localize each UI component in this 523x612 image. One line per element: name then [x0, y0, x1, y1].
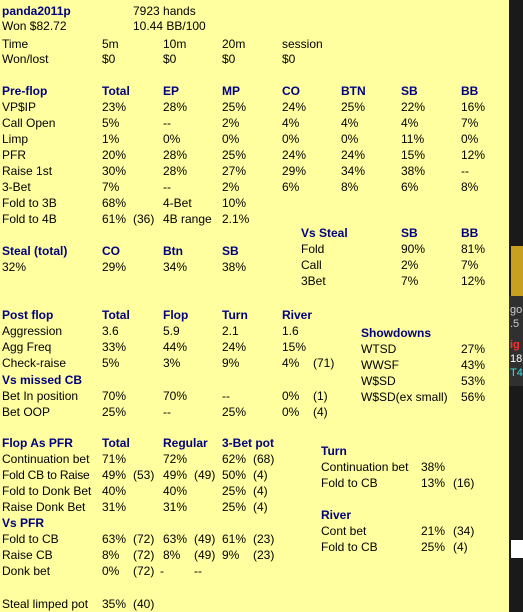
preflop-cell: 28%	[163, 148, 188, 162]
vs-steal-cell: 7%	[461, 258, 479, 272]
missed-cb-cell: Bet OOP	[2, 405, 51, 419]
turn-cell: (16)	[453, 476, 475, 490]
postflop-col: River	[282, 308, 313, 322]
preflop-cell: Raise 1st	[2, 164, 53, 178]
preflop-col: MP	[222, 84, 240, 98]
missed-cb-cell: --	[163, 405, 171, 419]
postflop-cell: 44%	[163, 340, 188, 354]
preflop-col: EP	[163, 84, 180, 98]
preflop-cell: 29%	[282, 164, 307, 178]
postflop-col: Turn	[222, 308, 248, 322]
postflop-cell: 3.6	[102, 324, 119, 338]
four-bet-range-value: 2.1%	[222, 212, 250, 226]
vs-steal-cell: 81%	[461, 242, 486, 256]
time-col: session	[282, 37, 323, 51]
flop-pfr-cell: 40%	[102, 484, 127, 498]
vs-pfr-cell: (23)	[253, 548, 275, 562]
preflop-cell: 2%	[222, 116, 240, 130]
preflop-cell: 25%	[222, 148, 247, 162]
wonlost-value: $0	[102, 52, 116, 66]
vs-steal-cell: 12%	[461, 274, 486, 288]
showdown-label: WWSF	[361, 358, 399, 372]
bg-fragment: .5	[510, 318, 520, 330]
flop-pfr-cell: 72%	[163, 452, 188, 466]
wonlost-value: $0	[163, 52, 177, 66]
time-label: Time	[2, 37, 29, 51]
turn-cell: Continuation bet	[321, 460, 409, 474]
preflop-header: Pre-flop	[2, 84, 48, 98]
river-cell: (4)	[453, 540, 468, 554]
flop-pfr-col: 3-Bet pot	[222, 436, 274, 450]
time-col: 10m	[163, 37, 187, 51]
preflop-cell: 30%	[102, 164, 127, 178]
vs-steal-cell: Call	[301, 258, 322, 272]
flop-pfr-cell: 49%	[102, 468, 127, 482]
preflop-cell: 12%	[461, 148, 486, 162]
preflop-cell: 5%	[102, 116, 120, 130]
flop-pfr-cell: (4)	[253, 468, 268, 482]
vs-pfr-cell: (72)	[133, 532, 155, 546]
steal-col: CO	[102, 244, 120, 258]
flop-pfr-cell: 50%	[222, 468, 247, 482]
preflop-cell: 28%	[163, 100, 188, 114]
preflop-cell: VP$IP	[2, 100, 37, 114]
vs-pfr-header: Vs PFR	[2, 516, 45, 530]
turn-header: Turn	[321, 444, 347, 458]
won-amount: Won $82.72	[2, 19, 67, 33]
preflop-cell: 25%	[222, 100, 247, 114]
showdown-label: W$SD	[361, 374, 396, 388]
preflop-col: CO	[282, 84, 300, 98]
vs-pfr-cell: Fold to CB	[2, 532, 59, 546]
fold-to-4b-count: (36)	[133, 212, 155, 226]
vs-pfr-cell: 63%	[102, 532, 127, 546]
preflop-cell: 0%	[341, 132, 359, 146]
missed-cb-cell: 70%	[102, 389, 127, 403]
preflop-cell: --	[461, 164, 469, 178]
postflop-col: Flop	[163, 308, 189, 322]
postflop-cell: 15%	[282, 340, 307, 354]
river-cell: Fold to CB	[321, 540, 378, 554]
preflop-cell: 15%	[401, 148, 426, 162]
turn-cell: 38%	[421, 460, 446, 474]
showdown-value: 43%	[461, 358, 486, 372]
four-bet-label: 4-Bet	[163, 196, 192, 210]
turn-cell: Fold to CB	[321, 476, 378, 490]
wonlost-label: Won/lost	[2, 52, 49, 66]
postflop-cell: 4%	[282, 356, 300, 370]
showdown-label: W$SD(ex small)	[361, 390, 448, 404]
wonlost-value: $0	[222, 52, 236, 66]
steal-value: 34%	[163, 260, 188, 274]
time-col: 20m	[222, 37, 246, 51]
postflop-header: Post flop	[2, 308, 54, 322]
showdowns-header: Showdowns	[361, 326, 431, 340]
vs-pfr-cell: (49)	[194, 532, 216, 546]
player-name: panda2011p	[2, 4, 71, 18]
preflop-cell: Call Open	[2, 116, 56, 130]
missed-cb-cell: 0%	[282, 405, 300, 419]
wonlost-value: $0	[282, 52, 296, 66]
vs-pfr-cell: 8%	[163, 548, 181, 562]
preflop-cell: 7%	[461, 116, 479, 130]
missed-cb-cell: (4)	[313, 405, 328, 419]
postflop-cell: Check-raise	[2, 356, 67, 370]
flop-pfr-cell: Fold to Donk Bet	[2, 484, 92, 498]
flop-pfr-cell: 31%	[163, 500, 188, 514]
steal-limped-count: (40)	[133, 597, 155, 611]
showdown-value: 53%	[461, 374, 486, 388]
postflop-cell: 9%	[222, 356, 240, 370]
vs-pfr-cell: 0%	[102, 564, 120, 578]
bb-per-100: 10.44 BB/100	[133, 19, 206, 33]
river-cell: (34)	[453, 524, 475, 538]
four-bet-value: 10%	[222, 196, 247, 210]
vs-pfr-cell: 63%	[163, 532, 188, 546]
steal-col: Btn	[163, 244, 183, 258]
preflop-cell: 8%	[341, 180, 359, 194]
flop-pfr-cell: 49%	[163, 468, 188, 482]
postflop-cell: 24%	[222, 340, 247, 354]
showdown-value: 27%	[461, 342, 486, 356]
vs-steal-cell: 2%	[401, 258, 419, 272]
vs-pfr-cell: Raise CB	[2, 548, 53, 562]
postflop-cell: 5%	[102, 356, 120, 370]
preflop-cell: 8%	[461, 180, 479, 194]
flop-pfr-cell: (53)	[133, 468, 155, 482]
flop-pfr-cell: (4)	[253, 484, 268, 498]
background-window-white	[511, 540, 523, 558]
fold-to-4b-label: Fold to 4B	[2, 212, 57, 226]
preflop-cell: 20%	[102, 148, 127, 162]
vs-steal-col: SB	[401, 226, 418, 240]
fold-to-3b-label: Fold to 3B	[2, 196, 57, 210]
preflop-col: BB	[461, 84, 479, 98]
postflop-cell: 3%	[163, 356, 181, 370]
flop-pfr-col: Regular	[163, 436, 208, 450]
flop-pfr-cell: (68)	[253, 452, 275, 466]
flop-pfr-cell: (49)	[194, 468, 216, 482]
flop-pfr-header: Flop As PFR	[2, 436, 73, 450]
preflop-cell: 24%	[282, 148, 307, 162]
vs-pfr-cell: (23)	[253, 532, 275, 546]
preflop-cell: 4%	[401, 116, 419, 130]
river-cell: 25%	[421, 540, 446, 554]
vs-steal-cell: 3Bet	[301, 274, 326, 288]
showdown-value: 56%	[461, 390, 486, 404]
preflop-cell: 22%	[401, 100, 426, 114]
preflop-cell: 4%	[282, 116, 300, 130]
postflop-cell: (71)	[313, 356, 335, 370]
preflop-cell: --	[163, 116, 171, 130]
bg-fragment: T4	[510, 367, 523, 379]
flop-pfr-cell: 25%	[222, 500, 247, 514]
flop-pfr-cell: 40%	[163, 484, 188, 498]
steal-col: SB	[222, 244, 239, 258]
vs-steal-cell: 90%	[401, 242, 426, 256]
vs-pfr-cell: (72)	[133, 564, 155, 578]
bg-fragment: ig	[510, 339, 520, 351]
preflop-cell: 0%	[163, 132, 181, 146]
preflop-cell: Limp	[2, 132, 29, 146]
vs-pfr-cell: (49)	[194, 548, 216, 562]
preflop-cell: 6%	[282, 180, 300, 194]
vs-pfr-cell: Donk bet	[2, 564, 51, 578]
flop-pfr-cell: Raise Donk Bet	[2, 500, 86, 514]
steal-limped-value: 35%	[102, 597, 127, 611]
vs-steal-col: BB	[461, 226, 479, 240]
preflop-cell: 28%	[163, 164, 188, 178]
preflop-col: SB	[401, 84, 418, 98]
showdown-label: WTSD	[361, 342, 397, 356]
background-window-gold	[511, 246, 523, 296]
preflop-cell: 0%	[282, 132, 300, 146]
preflop-cell: PFR	[2, 148, 26, 162]
preflop-cell: 4%	[341, 116, 359, 130]
preflop-col: BTN	[341, 84, 366, 98]
river-header: River	[321, 508, 352, 522]
preflop-cell: 34%	[341, 164, 366, 178]
missed-cb-cell: Bet In position	[2, 389, 79, 403]
preflop-cell: 38%	[401, 164, 426, 178]
missed-cb-cell: 25%	[222, 405, 247, 419]
vs-missed-cb-header: Vs missed CB	[2, 373, 83, 387]
preflop-cell: --	[163, 180, 171, 194]
preflop-cell: 11%	[401, 132, 425, 146]
flop-pfr-cell: Continuation bet	[2, 452, 90, 466]
flop-pfr-cell: 62%	[222, 452, 247, 466]
preflop-cell: 6%	[401, 180, 419, 194]
postflop-cell: Agg Freq	[2, 340, 52, 354]
flop-pfr-col: Total	[102, 436, 130, 450]
preflop-cell: 16%	[461, 100, 486, 114]
postflop-cell: Aggression	[2, 324, 63, 338]
missed-cb-cell: --	[222, 389, 230, 403]
vs-pfr-cell: --	[194, 564, 202, 578]
steal-limped-label: Steal limped pot	[2, 597, 89, 611]
vs-pfr-cell: 9%	[222, 548, 240, 562]
steal-header: Steal (total)	[2, 244, 68, 258]
postflop-cell: 1.6	[282, 324, 299, 338]
preflop-cell: 7%	[102, 180, 120, 194]
turn-cell: 13%	[421, 476, 446, 490]
vs-pfr-cell: 61%	[222, 532, 247, 546]
fold-to-3b-value: 68%	[102, 196, 127, 210]
preflop-cell: 24%	[282, 100, 307, 114]
flop-pfr-cell: 31%	[102, 500, 127, 514]
flop-pfr-cell: (4)	[253, 500, 268, 514]
preflop-cell: 25%	[341, 100, 366, 114]
preflop-cell: 27%	[222, 164, 247, 178]
postflop-col: Total	[102, 308, 130, 322]
preflop-cell: 24%	[341, 148, 366, 162]
preflop-cell: 0%	[222, 132, 240, 146]
preflop-cell: 0%	[461, 132, 479, 146]
preflop-cell: 1%	[102, 132, 120, 146]
vs-steal-cell: 7%	[401, 274, 419, 288]
vs-pfr-cell: 8%	[102, 548, 120, 562]
fold-to-4b-value: 61%	[102, 212, 127, 226]
river-cell: 21%	[421, 524, 446, 538]
postflop-cell: 5.9	[163, 324, 180, 338]
vs-steal-cell: Fold	[301, 242, 325, 256]
river-cell: Cont bet	[321, 524, 367, 538]
preflop-col: Total	[102, 84, 130, 98]
missed-cb-cell: 0%	[282, 389, 300, 403]
flop-pfr-cell: 71%	[102, 452, 127, 466]
postflop-cell: 33%	[102, 340, 127, 354]
missed-cb-cell: 70%	[163, 389, 188, 403]
vs-pfr-cell: (72)	[133, 548, 155, 562]
steal-value: 29%	[102, 260, 127, 274]
time-col: 5m	[102, 37, 119, 51]
preflop-cell: 23%	[102, 100, 127, 114]
steal-value: 32%	[2, 260, 27, 274]
vs-pfr-cell: -	[160, 564, 164, 578]
preflop-cell: 2%	[222, 180, 240, 194]
missed-cb-cell: (1)	[313, 389, 328, 403]
bg-fragment: go	[510, 304, 523, 316]
four-bet-range-label: 4B range	[163, 212, 212, 226]
missed-cb-cell: 25%	[102, 405, 127, 419]
hands-count: 7923 hands	[133, 4, 196, 18]
preflop-cell: 3-Bet	[2, 180, 31, 194]
flop-pfr-cell: 25%	[222, 484, 247, 498]
bg-fragment: 18	[510, 353, 523, 365]
postflop-cell: 2.1	[222, 324, 239, 338]
flop-pfr-cell: Fold CB to Raise	[2, 468, 90, 482]
steal-value: 38%	[222, 260, 247, 274]
vs-steal-header: Vs Steal	[301, 226, 348, 240]
